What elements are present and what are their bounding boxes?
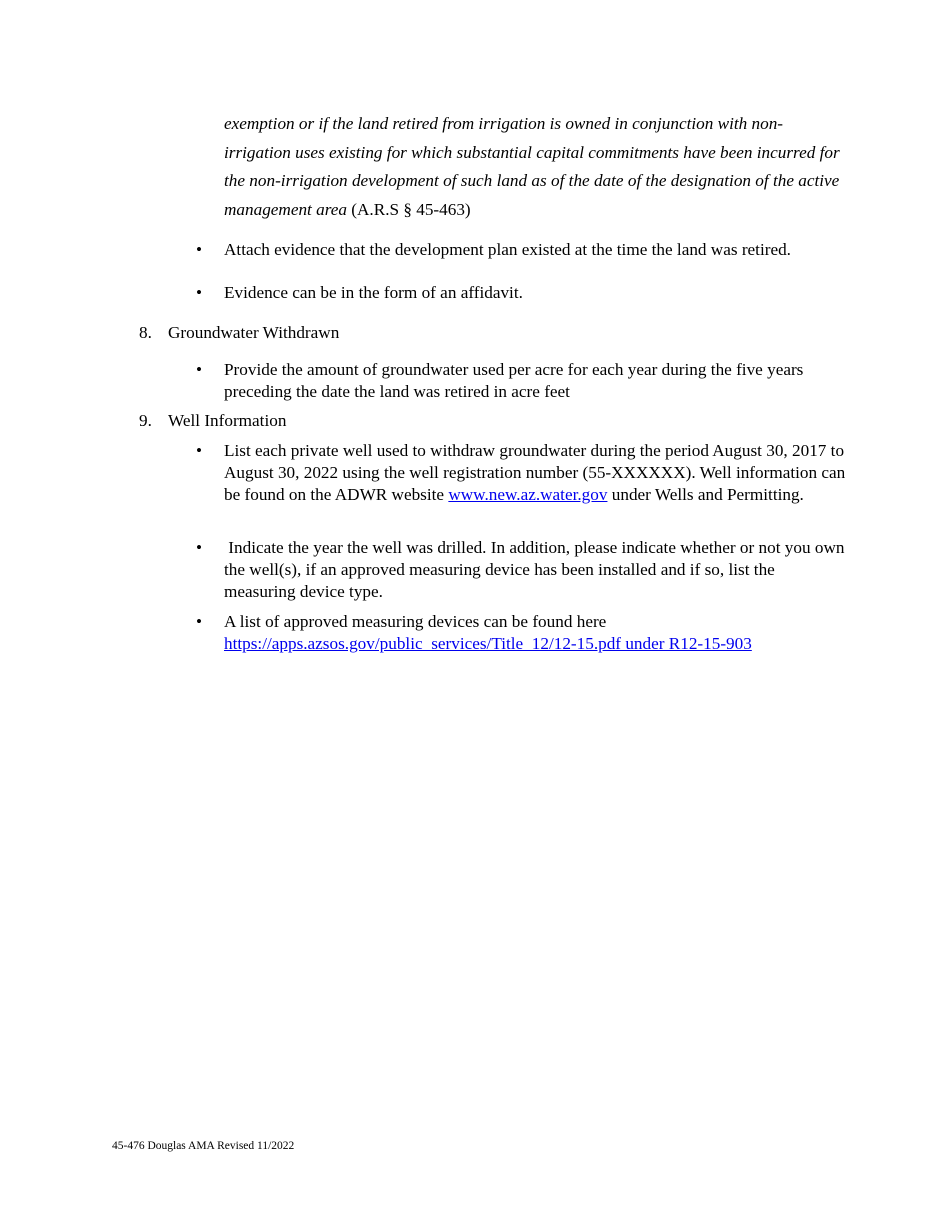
page-footer: 45-476 Douglas AMA Revised 11/2022 xyxy=(112,1140,295,1152)
section-number: 8. xyxy=(139,323,152,342)
devices-text-before: A list of approved measuring devices can be found here xyxy=(224,612,607,631)
bullet-text: Attach evidence that the development plan existed at the time the land was retired. xyxy=(224,240,791,259)
bullet-text: Indicate the year the well was drilled. In addition, please indicate whether or not you own the well(s), if an approved measuring device has been installed and if so, list the measuring device type. xyxy=(224,538,849,601)
adwr-website-link[interactable]: www.new.az.water.gov xyxy=(448,485,608,504)
intro-citation: (A.R.S § 45-463) xyxy=(347,199,471,219)
bullet-icon: • xyxy=(196,360,203,379)
section-title: Groundwater Withdrawn xyxy=(168,323,340,342)
wells-text-after: under Wells and Permitting. xyxy=(607,485,804,504)
measuring-devices-link[interactable]: https://apps.azsos.gov/public_services/Title_12/12-15.pdf under R12-15-903 xyxy=(224,634,752,653)
bullet-icon: • xyxy=(196,441,203,460)
bullet-icon: • xyxy=(196,612,203,631)
section-title: Well Information xyxy=(168,411,287,430)
bullet-icon: • xyxy=(196,240,203,259)
intro-italic-text: exemption or if the land retired from irrigation is owned in conjunction with non-irrigation uses existing for which substantial capital commitments have been incurred for the non-irrigation development of such land as of the date of the designation of the active management area xyxy=(224,114,840,219)
wells-text-before: List each private well used to withdraw groundwater during the period August 30, 2017 to August 30, 2022 using the well registration number (55-XXXXXX). Well information can be found on the ADWR website xyxy=(224,441,846,504)
bullet-text: Evidence can be in the form of an affidavit. xyxy=(224,283,523,302)
bullet-text xyxy=(224,440,849,506)
bullet-icon: • xyxy=(196,538,203,557)
bullet-text: Provide the amount of groundwater used per acre for each year during the five years preceding the date the land was retired in acre feet xyxy=(224,360,804,401)
bullet-text xyxy=(224,611,849,655)
bullet-icon: • xyxy=(196,283,203,302)
section-number: 9. xyxy=(139,411,152,430)
intro-paragraph xyxy=(224,110,849,224)
